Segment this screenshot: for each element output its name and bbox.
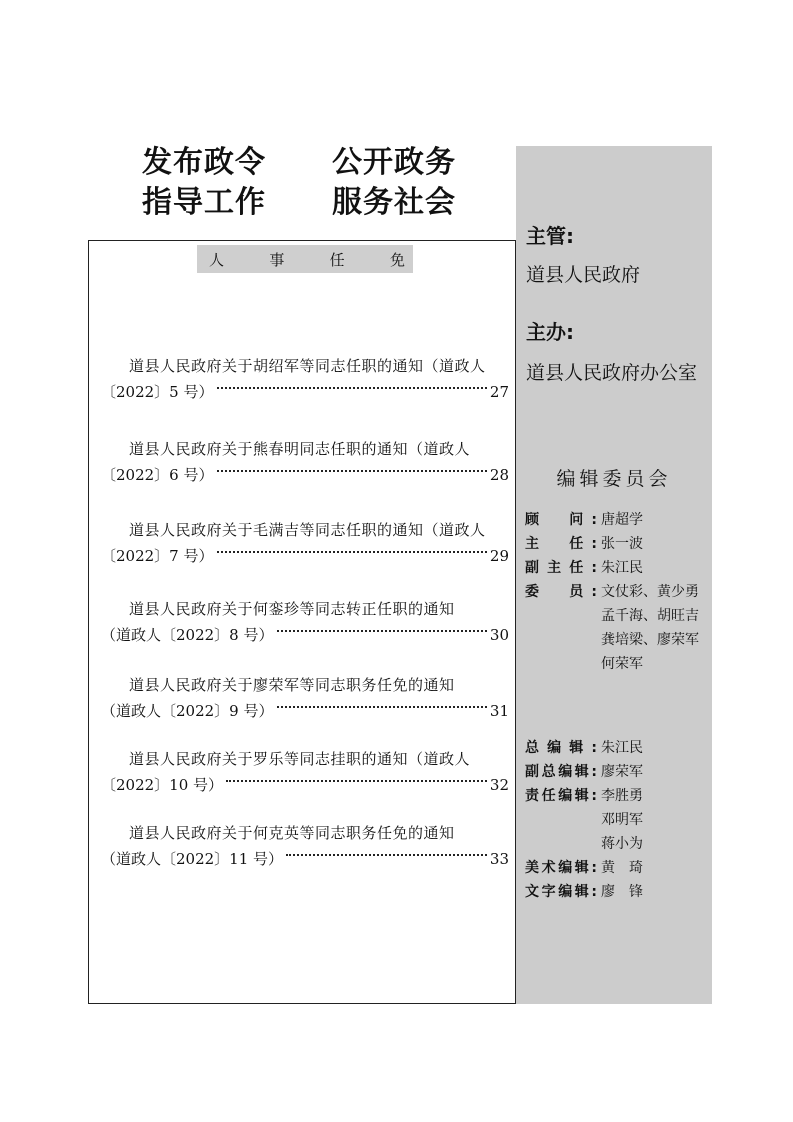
toc-entry-doc-number: （道政人〔2022〕11 号）: [101, 850, 284, 868]
leader-dots: [217, 387, 487, 389]
slogan-text: 发布政令: [142, 145, 266, 180]
toc-entry-title: 道县人民政府关于何克英等同志职务任免的通知: [129, 824, 455, 842]
staff-row: [525, 856, 643, 880]
staff-name: 黄 琦: [601, 860, 643, 876]
staff-row: [525, 532, 699, 556]
section-heading-char: 人: [209, 250, 225, 269]
section-heading-char: 免: [389, 250, 405, 269]
toc-entry[interactable]: [101, 820, 509, 872]
slogan-text: 服务社会: [332, 185, 456, 220]
sponsor-name: 道县人民政府办公室: [526, 362, 698, 384]
supervisor-name: 道县人民政府: [526, 264, 641, 286]
leader-dots: [217, 551, 487, 553]
toc-entry[interactable]: [101, 672, 509, 724]
staff-name: 龚培梁、廖荣军: [601, 632, 699, 648]
committee-title: 编辑委员会: [556, 468, 672, 490]
toc-entry-page: 33: [489, 850, 509, 868]
toc-entry-doc-number: 〔2022〕10 号）: [101, 776, 224, 794]
toc-entry[interactable]: [101, 746, 509, 798]
toc-entry-doc-number: 〔2022〕5 号）: [101, 383, 214, 401]
toc-entry-title: 道县人民政府关于毛满吉等同志任职的通知（道政人: [129, 521, 486, 539]
toc-entry-page: 30: [489, 626, 509, 644]
staff-name: 唐超学: [601, 512, 643, 528]
section-heading-char: 事: [269, 250, 285, 269]
staff-role: 委 员:: [525, 584, 597, 600]
toc-entry-page: 32: [489, 776, 509, 794]
slogan-row-1: [142, 143, 456, 183]
staff-role: 总编辑:: [525, 740, 597, 756]
masthead-sidebar: [516, 146, 712, 1004]
toc-entry-doc-number: 〔2022〕6 号）: [101, 466, 214, 484]
slogan-row-2: [142, 183, 456, 223]
staff-row: [525, 784, 643, 808]
toc-entry-page: 31: [489, 702, 509, 720]
leader-dots: [286, 854, 487, 856]
toc-entry-title: 道县人民政府关于廖荣军等同志职务任免的通知: [129, 676, 455, 694]
toc-entry-doc-number: （道政人〔2022〕8 号）: [101, 626, 274, 644]
slogan-block: [142, 143, 456, 223]
staff-role: 副总编辑:: [525, 764, 597, 780]
staff-row: [525, 760, 643, 784]
section-heading: [197, 245, 413, 273]
staff-name: 廖 锋: [601, 884, 643, 900]
staff-name: 朱江民: [601, 740, 643, 756]
leader-dots: [277, 706, 487, 708]
committee-list: [525, 508, 699, 676]
leader-dots: [217, 470, 487, 472]
staff-name: 张一波: [601, 536, 643, 552]
staff-role: 美术编辑:: [525, 860, 597, 876]
section-heading-char: 任: [329, 250, 345, 269]
supervisor-label: 主管:: [526, 224, 574, 248]
staff-name: 孟千海、胡旺吉: [601, 608, 699, 624]
slogan-text: 指导工作: [142, 185, 266, 220]
staff-name: 朱江民: [601, 560, 643, 576]
staff-row: [525, 736, 643, 760]
toc-entry[interactable]: [101, 596, 509, 648]
staff-name: 文仗彩、黄少勇: [601, 584, 699, 600]
staff-role: 副主任:: [525, 560, 597, 576]
toc-entry-title: 道县人民政府关于熊春明同志任职的通知（道政人: [129, 440, 471, 458]
staff-role: 顾 问:: [525, 512, 597, 528]
sponsor-label: 主办:: [526, 320, 574, 344]
toc-entry-title: 道县人民政府关于胡绍军等同志任职的通知（道政人: [129, 357, 486, 375]
staff-row: [525, 556, 699, 580]
toc-entry[interactable]: [101, 436, 509, 488]
slogan-text: 公开政务: [332, 145, 456, 180]
staff-role: 文字编辑:: [525, 884, 597, 900]
toc-entry-title: 道县人民政府关于罗乐等同志挂职的通知（道政人: [129, 750, 471, 768]
toc-entry-page: 29: [489, 547, 509, 565]
staff-name: 邓明军: [601, 812, 643, 828]
staff-row: [525, 580, 699, 604]
staff-role: 责任编辑:: [525, 788, 597, 804]
toc-entry[interactable]: [101, 517, 509, 569]
staff-row: [525, 880, 643, 904]
toc-entry-page: 28: [489, 466, 509, 484]
staff-name: 李胜勇: [601, 788, 643, 804]
table-of-contents: [88, 240, 516, 1004]
toc-entry-page: 27: [489, 383, 509, 401]
toc-entry-doc-number: （道政人〔2022〕9 号）: [101, 702, 274, 720]
staff-name: 蒋小为: [601, 836, 643, 852]
leader-dots: [226, 780, 487, 782]
leader-dots: [277, 630, 487, 632]
staff-name: 何荣军: [601, 656, 643, 672]
toc-entry[interactable]: [101, 353, 509, 405]
editor-list: [525, 736, 643, 904]
toc-entry-doc-number: 〔2022〕7 号）: [101, 547, 214, 565]
toc-entry-title: 道县人民政府关于何銮珍等同志转正任职的通知: [129, 600, 455, 618]
staff-role: 主 任:: [525, 536, 597, 552]
staff-name: 廖荣军: [601, 764, 643, 780]
staff-row: [525, 508, 699, 532]
